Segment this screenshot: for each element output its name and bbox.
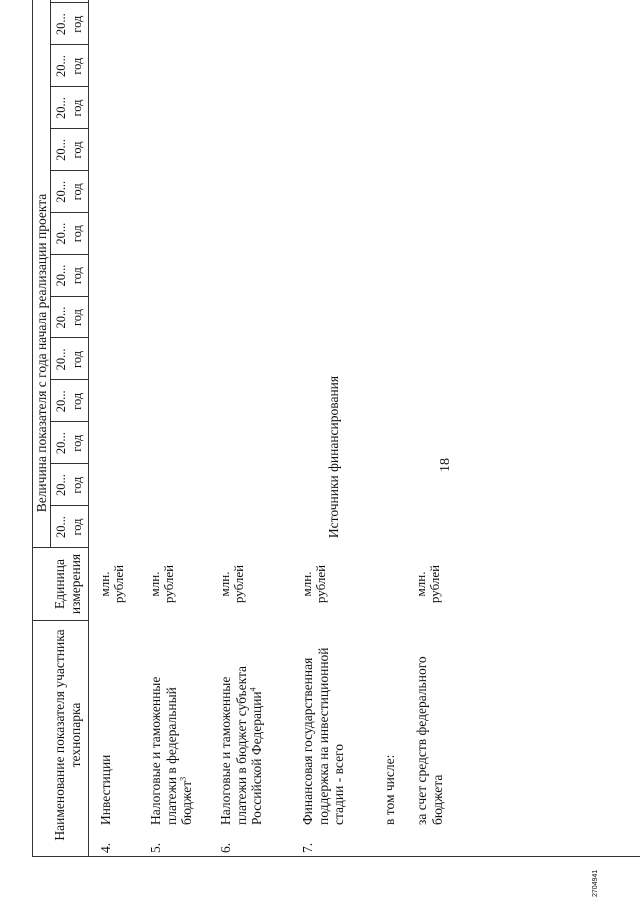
year-label-top: 20... — [54, 348, 68, 371]
table-left-border — [32, 856, 640, 857]
year-label-bottom: год — [69, 183, 84, 201]
year-label-top: 20... — [54, 474, 68, 497]
row-name — [148, 620, 195, 825]
row-unit-line: млн. — [299, 571, 314, 597]
year-label — [54, 212, 85, 256]
year-label-bottom: год — [69, 99, 84, 117]
year-label — [54, 170, 85, 214]
row-name-line: поддержка на инвестиционной — [315, 647, 331, 825]
year-label — [54, 505, 85, 549]
year-label — [54, 337, 85, 381]
year-label-bottom: год — [69, 518, 84, 536]
row-name — [382, 620, 398, 825]
year-label — [54, 128, 85, 172]
row-name — [98, 620, 114, 825]
row-name — [414, 620, 445, 825]
year-label — [54, 254, 85, 298]
year-label-bottom: год — [69, 350, 84, 368]
year-label — [54, 463, 85, 507]
header-column-divider-1 — [32, 620, 88, 621]
document-code: 2704941 — [592, 869, 599, 897]
row-unit-line: рублей — [427, 564, 442, 604]
row-unit — [300, 549, 328, 619]
year-label-top: 20... — [54, 13, 68, 36]
row-name — [300, 620, 347, 825]
year-label-bottom: год — [69, 308, 84, 327]
row-unit-line: рублей — [313, 564, 328, 604]
header-unit-col: Единица измерения — [52, 553, 83, 615]
row-unit — [98, 549, 126, 619]
row-unit — [148, 549, 176, 619]
row-unit-line: рублей — [111, 564, 126, 604]
row-name-line: за счет средств федерального — [414, 656, 429, 825]
row-name-line: стадии - всего — [331, 743, 346, 825]
year-label-bottom: год — [69, 267, 84, 285]
row-number: 7. — [300, 842, 315, 853]
year-label-top: 20... — [54, 97, 68, 119]
header-bottom-rule — [88, 0, 89, 857]
year-label — [54, 44, 85, 88]
row-unit-line: рублей — [231, 564, 246, 604]
year-label-top — [54, 0, 70, 4]
row-unit — [414, 549, 442, 619]
row-unit-line: млн. — [413, 571, 428, 597]
row-name-line: Российской Федерации$^4$ — [248, 687, 264, 825]
row-unit-line: млн. — [217, 571, 232, 597]
year-label-bottom: год — [69, 225, 84, 243]
row-name-line: Инвестиции — [98, 754, 113, 825]
year-label-top: 20... — [54, 55, 68, 78]
year-label-bottom: год — [69, 141, 84, 159]
year-label — [54, 86, 85, 130]
row-unit-line: рублей — [161, 564, 176, 604]
row-name-line: Налоговые и таможенные — [218, 676, 233, 825]
page-number: 18 — [438, 458, 453, 472]
row-number: 4. — [98, 842, 113, 853]
row-unit — [218, 549, 246, 619]
row-number: 5. — [148, 842, 163, 853]
year-label — [54, 296, 85, 340]
year-label-bottom — [70, 0, 86, 4]
year-label — [54, 2, 85, 46]
row-name-line: Финансовая государственная — [300, 657, 315, 825]
values-group-rule — [50, 0, 51, 548]
footnote-marker: 3 — [178, 776, 188, 781]
year-label-bottom: год — [69, 57, 84, 75]
row-number: 6. — [218, 842, 233, 853]
row-name-line: платежи в бюджет субъекта — [233, 665, 249, 825]
year-label-bottom: год — [69, 434, 84, 452]
section-title: Источники финансирования — [326, 375, 341, 539]
year-label-top: 20... — [54, 180, 68, 203]
year-label-top: 20... — [54, 390, 68, 413]
footnote-marker: 4 — [248, 687, 258, 692]
year-label-top: 20... — [54, 432, 68, 455]
row-name — [218, 620, 265, 825]
year-label-top: 20... — [54, 306, 68, 329]
row-name-line: в том числе: — [382, 754, 397, 825]
year-label-bottom: год — [69, 476, 84, 494]
row-name-line: платежи в федеральный — [163, 687, 179, 825]
row-unit-line: млн. — [97, 571, 112, 597]
header-name-col: Наименование показателя участника технопарка — [52, 629, 83, 841]
table-top-rule — [32, 0, 33, 857]
year-label-top: 20... — [54, 138, 68, 161]
row-name-line: бюджета — [429, 774, 445, 825]
year-label-top: 20... — [54, 516, 68, 538]
row-unit-line: млн. — [147, 571, 162, 597]
row-name-line: бюджет$^3$ — [178, 776, 194, 825]
row-name-line: Налоговые и таможенные — [148, 676, 163, 825]
year-label-top: 20... — [54, 222, 68, 245]
year-label — [54, 379, 85, 423]
year-label-bottom: год — [69, 392, 84, 410]
year-label — [54, 421, 85, 465]
year-label-top: 20... — [54, 264, 68, 287]
year-label-bottom: год — [69, 15, 84, 33]
header-values-group: Величина показателя с года начала реализации проекта — [34, 193, 49, 513]
year-label — [54, 0, 85, 4]
